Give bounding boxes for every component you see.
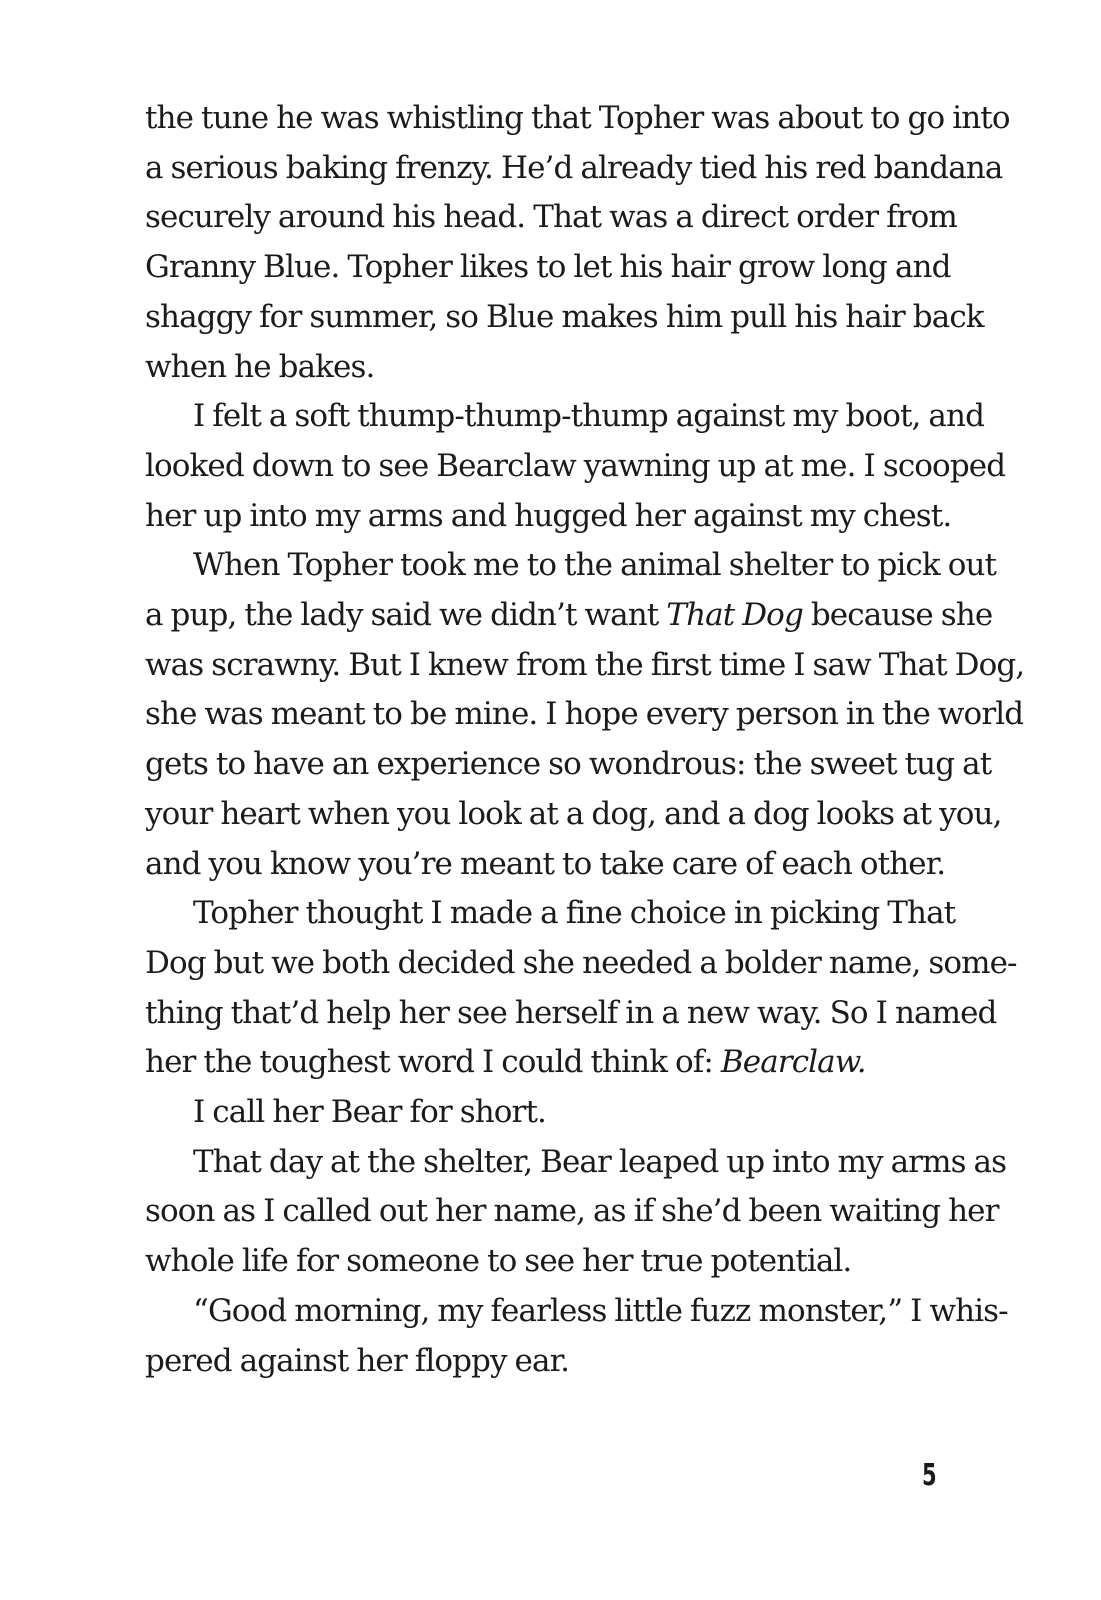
text-line: she was meant to be mine. I hope every person in the world [145,696,1024,733]
paragraph [145,1287,1008,1386]
text-line: shaggy for summer, so Blue makes him pull his hair back [145,298,984,335]
text-line: when he bakes. [145,348,375,385]
text-line: and you know you’re meant to take care of each other. [145,845,946,882]
text-line: “Good morning, my fearless little fuzz monster,” I whis- [193,1292,1008,1329]
text-line: a serious baking frenzy. He’d already tied his red bandana [145,149,1003,186]
paragraph [145,541,1025,889]
italic-text: Bearclaw. [720,1044,866,1081]
text-line: That day at the shelter, Bear leaped up into my arms as [193,1143,1007,1180]
text-line: thing that’d help her see herself in a new way. So I named [145,994,997,1031]
paragraph [145,1138,1007,1287]
text-line: looked down to see Bearclaw yawning up at me. I scooped [145,447,1006,484]
text-line: the tune he was whistling that Topher was about to go into [145,100,1010,136]
text-line: soon as I called out her name, as if she’d been waiting her [145,1193,999,1230]
body-text [145,94,1025,1386]
paragraph [145,1088,936,1138]
text-line: whole life for someone to see her true potential. [145,1243,852,1280]
paragraph [145,392,1006,541]
page-number: 5 [922,1458,937,1493]
text-line: Dog but we both decided she needed a bolder name, some- [145,944,1017,981]
italic-text: That Dog [666,597,803,634]
text-line: I felt a soft thump-thump-thump against my boot, and [193,398,985,435]
text-line: her the toughest word I could think of: Bearclaw. [145,1044,866,1081]
text-line: your heart when you look at a dog, and a dog looks at you, [145,795,1002,832]
text-line: Granny Blue. Topher likes to let his hair grow long and [145,249,951,286]
text-line: Topher thought I made a fine choice in picking That [193,895,956,932]
text-line: was scrawny. But I knew from the first time I saw That Dog, [145,646,1025,683]
text-line: her up into my arms and hugged her against my chest. [145,497,952,534]
text-line: When Topher took me to the animal shelter to pick out [193,547,997,584]
text-line: pered against her floppy ear. [145,1342,570,1379]
paragraph [145,889,1017,1088]
paragraph [145,94,1010,392]
text-line: a pup, the lady said we didn’t want That Dog because she [145,597,993,634]
text-line: securely around his head. That was a direct order from [145,199,957,236]
text-line: I call her Bear for short. [193,1094,546,1131]
text-line: gets to have an experience so wondrous: the sweet tug at [145,746,992,783]
